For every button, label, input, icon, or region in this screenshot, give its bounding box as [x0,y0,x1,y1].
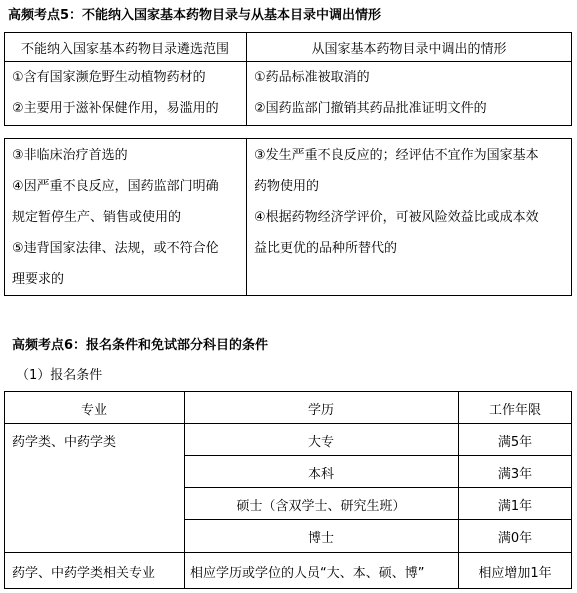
table1-left-line: ②主要用于滋补保健作用，易滥用的 [12,101,219,116]
table3-major-cell: 药学类、中药学类 [12,435,117,450]
table1-left-line: ①含有国家濒危野生动植物药材的 [12,70,206,85]
table3-row-line [184,487,572,488]
table1-right-cell [254,62,487,124]
table3-col1-line [184,391,185,589]
table2-left-cell [12,140,219,295]
table3-last-edu: 相应学历或学位的人员“大、本、硕、博” [190,566,425,581]
table3-row-line [184,519,572,520]
table3-col2-line [458,391,459,589]
section5-title: 高频考点5：不能纳入国家基本药物目录与从基本目录中调出情形 [8,8,382,23]
table2-divider [246,138,247,296]
section6-subtitle: （1）报名条件 [16,368,103,383]
table1-header-left: 不能纳入国家基本药物目录遴选范围 [20,42,229,57]
table2-right-cell [254,140,539,264]
table2-left-line: 理要求的 [12,272,65,287]
table3-last-years: 相应增加1年 [478,566,552,581]
table3-row-line [184,455,572,456]
table1-header-right: 从国家基本药物目录中调出的情形 [311,42,507,57]
table2-right-line: ③发生严重不良反应的；经评估不宜作为国家基本 [254,148,539,163]
table3-edu-cell: 本科 [307,467,334,482]
table2-left-line: 规定暂停生产、销售或使用的 [12,210,182,225]
table3-edu-cell: 硕士（含双学士、研究生班） [236,499,406,514]
table2-right-line: ④根据药物经济学评价，可被风险效益比或成本效 [254,210,539,225]
table1-right-line: ②国药监部门撤销其药品批准证明文件的 [254,101,487,116]
table3-row-line [4,552,572,553]
table3-edu-cell: 博士 [307,531,334,546]
table3-years-cell: 满0年 [497,531,533,546]
table1-left-cell [12,62,219,124]
table2-left-line: ④因严重不良反应，国药监部门明确 [12,179,219,194]
table3-header-line [4,423,572,424]
table2-right-line: 益比更优的品种所替代的 [254,241,398,256]
table3-header-major: 专业 [80,403,107,418]
table3-last-major: 药学、中药学类相关专业 [12,566,156,581]
table3-years-cell: 满3年 [497,467,533,482]
table3-years-cell: 满1年 [497,499,533,514]
table2-right-line: 药物使用的 [254,179,320,194]
table2-left-line: ③非临床治疗首选的 [12,148,128,163]
table3-edu-cell: 大专 [307,435,334,450]
table3-header-edu: 学历 [307,403,334,418]
table1-right-line: ①药品标准被取消的 [254,70,370,85]
table3-years-cell: 满5年 [497,435,533,450]
table3-header-years: 工作年限 [488,403,541,418]
table2-left-line: ⑤违背国家法律、法规，或不符合伦 [12,241,219,256]
section6-title: 高频考点6：报名条件和免试部分科目的条件 [12,338,269,353]
table3 [4,391,572,589]
